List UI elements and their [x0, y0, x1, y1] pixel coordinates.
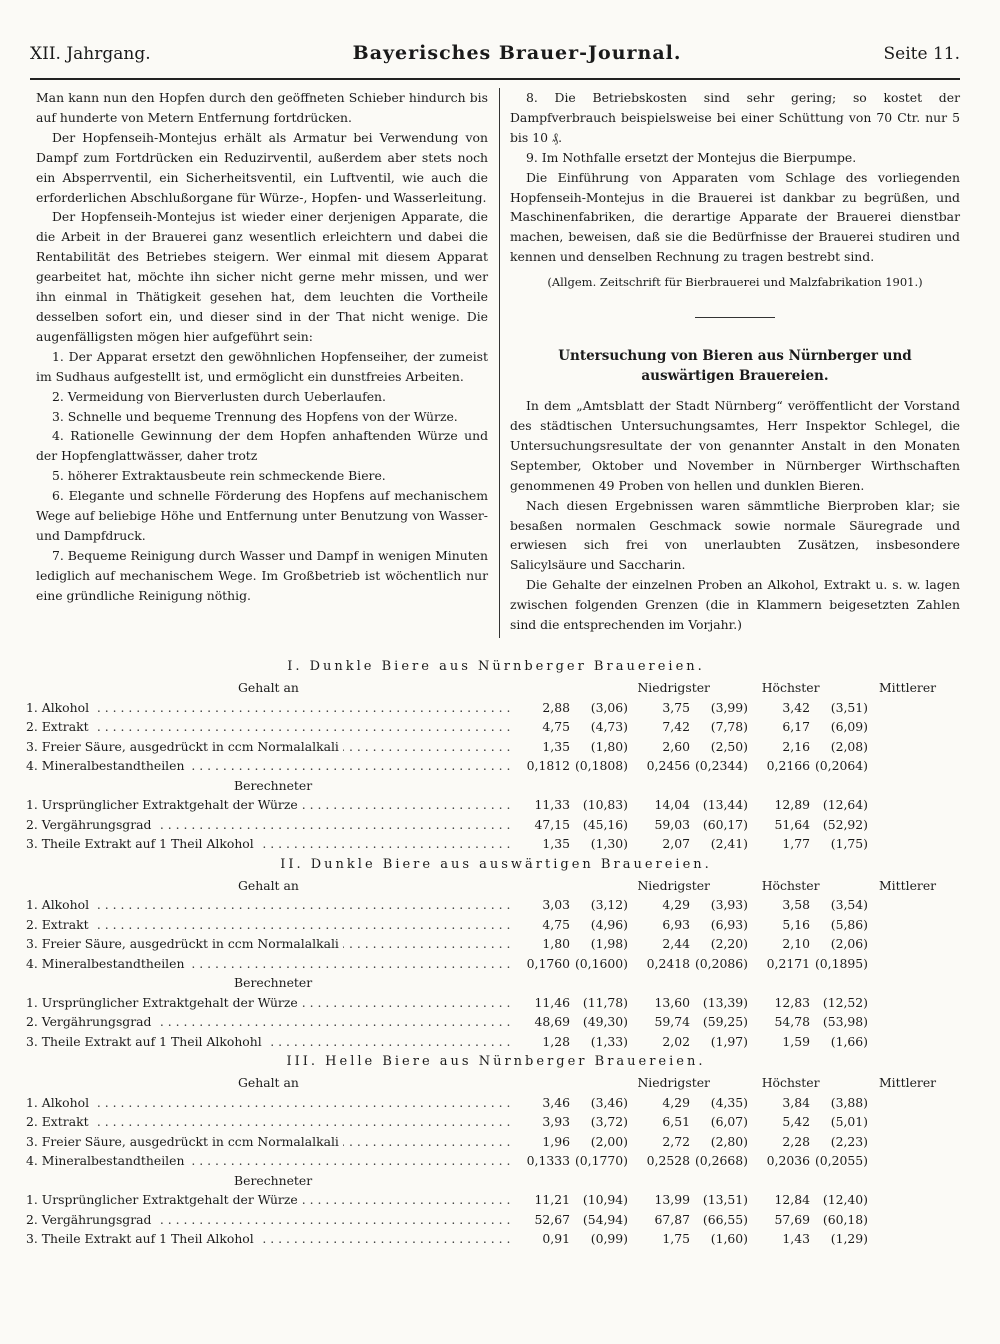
previous-year-cell: (1,80) [590, 738, 628, 754]
previous-year-cell: (12,40) [822, 1192, 868, 1207]
column-header: Mittlerer [879, 680, 937, 695]
berechneter-label: Berechneter [234, 777, 313, 793]
table-header-row [26, 1073, 966, 1093]
previous-year-cell: (3,12) [590, 897, 628, 912]
paragraph: Der Hopfenseih-Montejus erhält als Armatur bei Verwendung von Dampf zum Fortdrücken ein Reduzirventil, außerdem aber stets noch ein Absperrventil, ein Sicherheitsventil, ein Luftventil, wie auch die erforderlichen Abschlußorgane für Würze-, Hopfen- und Wasserleitung. [36, 129, 488, 205]
value-cell: 57,69 [774, 1211, 810, 1227]
value-cell: 2,28 [782, 1133, 810, 1149]
previous-year-cell: (2,23) [830, 1133, 868, 1149]
value-cell: 5,16 [782, 916, 810, 932]
table-section [26, 1051, 966, 1249]
row-label-text: 3. Freier Säure, ausgedrückt in ccm Normalalkali [26, 936, 343, 951]
column-divider [499, 88, 500, 638]
previous-year-cell: (1,75) [830, 836, 868, 851]
value-cell: 1,59 [782, 1033, 810, 1049]
value-cell: 6,51 [662, 1114, 690, 1129]
column-header: Mittlerer [879, 1075, 937, 1090]
previous-year-cell: (5,01) [830, 1114, 868, 1129]
source-citation: (Allgem. Zeitschrift für Bierbrauerei und Malzfabrikation 1901.) [547, 275, 923, 290]
previous-year-cell: (2,06) [830, 936, 868, 951]
value-cell: 0,2456 [646, 758, 690, 773]
value-cell: 14,04 [654, 797, 690, 812]
value-cell: 54,78 [774, 1014, 810, 1029]
value-cell: 1,77 [782, 836, 810, 851]
table-row [26, 1210, 966, 1230]
previous-year-cell: (12,52) [822, 994, 868, 1010]
row-label-text: 2. Vergährungsgrad [26, 1014, 155, 1029]
table-header-row [26, 678, 966, 698]
table-row [26, 1112, 966, 1132]
column-header: Mittlerer [879, 877, 937, 893]
value-cell: 3,42 [782, 699, 810, 715]
calculated-header-row [26, 776, 966, 796]
previous-year-cell: (3,46) [590, 1094, 628, 1110]
previous-year-cell: (1,98) [590, 936, 628, 951]
previous-year-cell: (6,09) [830, 719, 868, 734]
row-label-text: 2. Vergährungsgrad [26, 1212, 155, 1227]
table-row [26, 834, 966, 854]
row-label [26, 698, 510, 718]
row-label-text: 1. Alkohol [26, 700, 93, 715]
value-cell: 3,75 [662, 699, 690, 715]
row-label [26, 1012, 510, 1032]
row-label-text: 2. Vergährungsgrad [26, 817, 155, 832]
previous-year-cell: (54,94) [582, 1211, 628, 1227]
berechneter-label: Berechneter [234, 975, 313, 990]
value-cell: 0,1333 [526, 1153, 570, 1168]
previous-year-cell: (6,07) [710, 1114, 748, 1129]
row-label-text: 3. Theile Extrakt auf 1 Theil Alkohohl [26, 1034, 266, 1049]
value-cell: 4,75 [542, 916, 570, 932]
value-cell: 1,35 [542, 836, 570, 851]
value-cell: 0,1812 [526, 758, 570, 773]
row-label-text: 4. Mineralbestandtheilen [26, 758, 188, 773]
row-label [26, 993, 510, 1013]
value-cell: 6,17 [782, 719, 810, 734]
previous-year-cell: (1,97) [710, 1033, 748, 1049]
row-label [26, 915, 510, 935]
value-cell: 5,42 [782, 1114, 810, 1129]
value-cell: 2,60 [662, 738, 690, 754]
table-row [26, 1132, 966, 1152]
previous-year-cell: (0,99) [590, 1231, 628, 1246]
row-label-text: 3. Freier Säure, ausgedrückt in ccm Normalalkali [26, 739, 343, 754]
column-header: Höchster [761, 877, 820, 893]
value-cell: 2,07 [662, 836, 690, 851]
value-cell: 48,69 [534, 1014, 570, 1029]
previous-year-cell: (13,44) [702, 797, 748, 812]
previous-year-cell: (0,1895) [814, 955, 868, 971]
value-cell: 0,1760 [526, 955, 570, 971]
table-row [26, 934, 966, 954]
value-cell: 47,15 [534, 816, 570, 832]
row-label [26, 1032, 510, 1052]
row-label-text: 3. Freier Säure, ausgedrückt in ccm Normalalkali [26, 1134, 343, 1149]
previous-year-cell: (60,17) [702, 816, 748, 832]
previous-year-cell: (3,72) [590, 1114, 628, 1129]
list-item: 1. Der Apparat ersetzt den gewöhnlichen Hopfenseiher, der zumeist im Sudhaus aufgestellt ist, und ermöglicht ein dunstfreies Arbeiten. [36, 348, 488, 384]
previous-year-cell: (1,29) [830, 1231, 868, 1246]
value-cell: 6,93 [662, 916, 690, 932]
value-cell: 2,16 [782, 738, 810, 754]
value-cell: 3,84 [782, 1094, 810, 1110]
row-label-text: 4. Mineralbestandtheilen [26, 956, 188, 971]
value-cell: 13,60 [654, 994, 690, 1010]
value-cell: 0,2171 [766, 955, 810, 971]
previous-year-cell: (3,99) [710, 699, 748, 715]
paragraph: Der Hopfenseih-Montejus ist wieder einer derjenigen Apparate, die die Arbeit in der Brauerei ganz wesentlich erleichtern und dabei die Rentabilität des Betriebes steigern. Wer einmal mit diesem Apparat gearbeitet hat, möchte ihn sicher nicht gerne mehr missen, und wer ihn einmal in Thätigkeit gesehen hat, dem leuchten die Vortheile desselben sofort ein, und dieser sind in der That nicht wenige. Die augenfälligsten mögen hier aufgeführt sein: [36, 209, 488, 344]
table-row [26, 1151, 966, 1171]
table-row [26, 1032, 966, 1052]
value-cell: 11,21 [534, 1192, 570, 1207]
value-cell: 11,46 [534, 994, 570, 1010]
row-label [26, 1210, 510, 1230]
value-cell: 2,72 [662, 1133, 690, 1149]
previous-year-cell: (7,78) [710, 719, 748, 734]
row-label [26, 1151, 510, 1171]
value-cell: 1,75 [662, 1231, 690, 1246]
previous-year-cell: (0,2086) [694, 955, 748, 971]
previous-year-cell: (5,86) [830, 916, 868, 932]
previous-year-cell: (4,35) [710, 1094, 748, 1110]
value-cell: 12,89 [774, 797, 810, 812]
row-label [26, 834, 510, 854]
value-cell: 12,84 [774, 1192, 810, 1207]
row-label-text: 1. Alkohol [26, 1095, 93, 1110]
value-cell: 13,99 [654, 1192, 690, 1207]
value-cell: 3,58 [782, 897, 810, 912]
previous-year-cell: (11,78) [582, 994, 628, 1010]
table-row [26, 1229, 966, 1249]
row-label-text: 2. Extrakt [26, 1114, 93, 1129]
row-label [26, 954, 510, 974]
table-title: III. Helle Biere aus Nürnberger Brauereien. [286, 1054, 706, 1069]
value-cell: 59,03 [654, 816, 690, 832]
previous-year-cell: (66,55) [702, 1211, 748, 1227]
row-label-text: 1. Ursprünglicher Extraktgehalt der Würze [26, 797, 302, 812]
gehalt-label: Gehalt an [238, 1075, 299, 1090]
value-cell: 4,29 [662, 1094, 690, 1110]
value-cell: 4,75 [542, 719, 570, 734]
row-label [26, 934, 510, 954]
previous-year-cell: (0,2668) [694, 1153, 748, 1168]
page-number: Seite 11. [883, 44, 960, 64]
previous-year-cell: (53,98) [822, 1014, 868, 1029]
row-label [26, 756, 510, 776]
list-item: 4. Rationelle Gewinnung der dem Hopfen anhaftenden Würze und der Hopfenglattwässer, daher trotz [36, 428, 488, 464]
previous-year-cell: (0,2344) [694, 758, 748, 773]
previous-year-cell: (3,54) [830, 897, 868, 912]
column-header: Niedrigster [637, 877, 710, 893]
left-column [36, 88, 488, 606]
value-cell: 12,83 [774, 994, 810, 1010]
value-cell: 0,91 [542, 1231, 570, 1246]
previous-year-cell: (10,94) [582, 1192, 628, 1207]
table-section [26, 656, 966, 854]
table-row [26, 1190, 966, 1210]
table-row [26, 993, 966, 1013]
gehalt-label: Gehalt an [238, 877, 299, 893]
column-header: Höchster [761, 680, 820, 695]
value-cell: 3,93 [542, 1114, 570, 1129]
previous-year-cell: (1,33) [590, 1033, 628, 1049]
table-row [26, 815, 966, 835]
previous-year-cell: (3,51) [830, 699, 868, 715]
previous-year-cell: (1,60) [710, 1231, 748, 1246]
previous-year-cell: (1,66) [830, 1033, 868, 1049]
gehalt-label: Gehalt an [238, 680, 299, 695]
previous-year-cell: (2,41) [710, 836, 748, 851]
journal-title: Bayerisches Brauer-Journal. [352, 42, 682, 64]
previous-year-cell: (0,2055) [814, 1153, 868, 1168]
row-label-text: 1. Alkohol [26, 897, 93, 912]
previous-year-cell: (0,1600) [574, 955, 628, 971]
value-cell: 1,80 [542, 936, 570, 951]
previous-year-cell: (59,25) [702, 1014, 748, 1029]
list-item: 8. Die Betriebskosten sind sehr gering; so kostet der Dampfverbrauch beispielsweise bei einer Schüttung von 70 Ctr. nur 5 bis 10 ₰. [510, 90, 960, 145]
previous-year-cell: (2,08) [830, 738, 868, 754]
previous-year-cell: (1,30) [590, 836, 628, 851]
row-label [26, 1112, 510, 1132]
previous-year-cell: (4,73) [590, 719, 628, 734]
column-header: Niedrigster [637, 1075, 710, 1090]
results-tables [26, 656, 966, 1249]
row-label [26, 1093, 510, 1113]
previous-year-cell: (2,20) [710, 936, 748, 951]
berechneter-label: Berechneter [234, 1172, 313, 1188]
value-cell: 3,03 [542, 897, 570, 912]
value-cell: 1,43 [782, 1231, 810, 1246]
previous-year-cell: (12,64) [822, 797, 868, 812]
previous-year-cell: (2,80) [710, 1133, 748, 1149]
row-label [26, 1190, 510, 1210]
paragraph: In dem „Amtsblatt der Stadt Nürnberg“ veröffentlicht der Vorstand des städtischen Untersuchungsamtes, Herr Inspektor Schlegel, die Untersuchungsresultate der von genannter Anstalt in den Monaten September, Oktober und November in Nürnberger Wirthschaften genommenen 49 Proben von hellen und dunklen Bieren. [510, 398, 960, 493]
previous-year-cell: (60,18) [822, 1211, 868, 1227]
list-item: 3. Schnelle und bequeme Trennung des Hopfens von der Würze. [52, 408, 458, 424]
row-label [26, 1132, 510, 1152]
table-row [26, 698, 966, 718]
previous-year-cell: (13,39) [702, 994, 748, 1010]
list-item: 5. höherer Extraktausbeute rein schmeckende Biere. [52, 468, 386, 484]
section-divider [695, 317, 775, 318]
row-label [26, 795, 510, 815]
previous-year-cell: (2,50) [710, 738, 748, 754]
previous-year-cell: (52,92) [822, 816, 868, 832]
table-row [26, 717, 966, 737]
table-row [26, 756, 966, 776]
value-cell: 0,2418 [646, 955, 690, 971]
calculated-header-row [26, 973, 966, 993]
right-column [510, 88, 960, 635]
value-cell: 67,87 [654, 1211, 690, 1227]
row-label-text: 3. Theile Extrakt auf 1 Theil Alkohol [26, 836, 258, 851]
row-label-text: 4. Mineralbestandtheilen [26, 1153, 188, 1168]
previous-year-cell: (6,93) [710, 916, 748, 932]
table-row [26, 795, 966, 815]
list-item: 6. Elegante und schnelle Förderung des Hopfens auf mechanischem Wege auf beliebige Höhe und Entfernung unter Benutzung von Wasser- und Dampfdruck. [36, 488, 488, 543]
value-cell: 0,2528 [646, 1153, 690, 1168]
previous-year-cell: (3,06) [590, 699, 628, 715]
value-cell: 52,67 [534, 1211, 570, 1227]
previous-year-cell: (49,30) [582, 1014, 628, 1029]
row-label-text: 1. Ursprünglicher Extraktgehalt der Würze [26, 995, 302, 1010]
value-cell: 3,46 [542, 1094, 570, 1110]
previous-year-cell: (2,00) [590, 1133, 628, 1149]
row-label-text: 3. Theile Extrakt auf 1 Theil Alkohol [26, 1231, 258, 1246]
table-row [26, 954, 966, 974]
row-label-text: 1. Ursprünglicher Extraktgehalt der Würze [26, 1192, 302, 1207]
value-cell: 2,44 [662, 936, 690, 951]
volume-label: XII. Jahrgang. [30, 44, 151, 64]
previous-year-cell: (13,51) [702, 1192, 748, 1207]
value-cell: 51,64 [774, 816, 810, 832]
page-header [30, 42, 960, 80]
table-row [26, 915, 966, 935]
value-cell: 1,96 [542, 1133, 570, 1149]
table-title: I. Dunkle Biere aus Nürnberger Brauereien. [287, 659, 705, 674]
previous-year-cell: (10,83) [582, 797, 628, 812]
previous-year-cell: (0,2064) [814, 758, 868, 773]
list-item: 2. Vermeidung von Bierverlusten durch Ueberlaufen. [52, 388, 386, 404]
value-cell: 1,28 [542, 1033, 570, 1049]
previous-year-cell: (45,16) [582, 816, 628, 832]
value-cell: 7,42 [662, 719, 690, 734]
row-label [26, 1229, 510, 1249]
table-title: II. Dunkle Biere aus auswärtigen Brauereien. [280, 856, 712, 872]
previous-year-cell: (0,1808) [574, 758, 628, 773]
value-cell: 1,35 [542, 738, 570, 754]
previous-year-cell: (4,96) [590, 916, 628, 932]
row-label [26, 815, 510, 835]
value-cell: 2,10 [782, 936, 810, 951]
table-row [26, 737, 966, 757]
row-label-text: 2. Extrakt [26, 719, 93, 734]
list-item: 7. Bequeme Reinigung durch Wasser und Dampf in wenigen Minuten lediglich auf mechanischem Wege. Im Großbetrieb ist wöchentlich nur eine gründliche Reinigung nöthig. [36, 547, 488, 603]
value-cell: 2,02 [662, 1033, 690, 1049]
value-cell: 2,88 [542, 699, 570, 715]
column-header: Höchster [761, 1075, 820, 1090]
paragraph: Nach diesen Ergebnissen waren sämmtliche Bierproben klar; sie besaßen normalen Geschmack sowie normale Säuregrade und erwiesen sich frei von unerlaubten Zusätzen, insbesondere Salicylsäure und Saccharin. [510, 497, 960, 573]
value-cell: 59,74 [654, 1014, 690, 1029]
previous-year-cell: (3,93) [710, 897, 748, 912]
paragraph: Man kann nun den Hopfen durch den geöffneten Schieber hindurch bis auf hunderte von Metern Entfernung fortdrücken. [36, 90, 488, 125]
table-row [26, 895, 966, 915]
previous-year-cell: (0,1770) [574, 1153, 628, 1168]
value-cell: 4,29 [662, 897, 690, 912]
value-cell: 0,2036 [766, 1153, 810, 1168]
column-header: Niedrigster [637, 680, 710, 695]
table-row [26, 1012, 966, 1032]
value-cell: 11,33 [534, 797, 570, 812]
article-title: Untersuchung von Bieren aus Nürnberger und auswärtigen Brauereien. [558, 348, 912, 385]
table-header-row [26, 876, 966, 896]
paragraph: Die Gehalte der einzelnen Proben an Alkohol, Extrakt u. s. w. lagen zwischen folgenden Grenzen (die in Klammern beigesetzten Zahlen sind die entsprechenden im Vorjahr.) [510, 577, 960, 633]
list-item: 9. Im Nothfalle ersetzt der Montejus die Bierpumpe. [526, 149, 857, 165]
row-label [26, 737, 510, 757]
calculated-header-row [26, 1171, 966, 1191]
table-row [26, 1093, 966, 1113]
row-label-text: 2. Extrakt [26, 917, 93, 932]
table-section [26, 854, 966, 1052]
previous-year-cell: (3,88) [830, 1094, 868, 1110]
value-cell: 0,2166 [766, 758, 810, 773]
row-label [26, 895, 510, 915]
row-label [26, 717, 510, 737]
paragraph: Die Einführung von Apparaten vom Schlage des vorliegenden Hopfenseih-Montejus in die Brauerei ist dankbar zu begrüßen, und Maschinenfabriken, die derartige Apparate der Brauerei dienstbar machen, beweisen, daß sie die Bedürfnisse der Brauerei studiren und kennen und denselben Rechnung zu tragen bestrebt sind. [510, 169, 960, 265]
